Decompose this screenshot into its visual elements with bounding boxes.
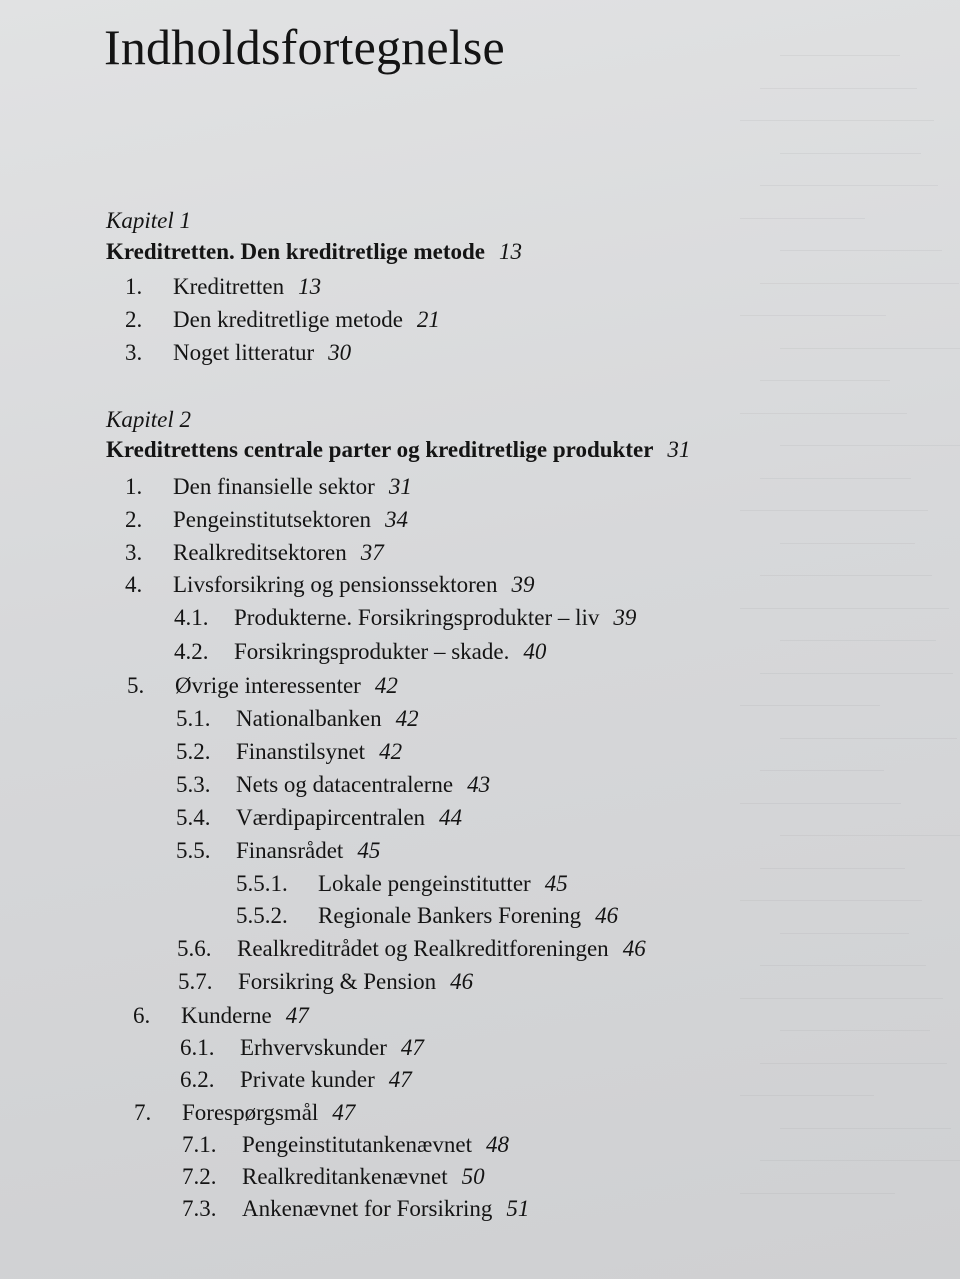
entry-text: Forsikring & Pension xyxy=(238,969,437,994)
entry-text: Kreditretten xyxy=(173,274,285,299)
entry-page: 51 xyxy=(506,1196,530,1221)
chapter-title xyxy=(106,239,522,265)
entry-page: 39 xyxy=(511,572,535,597)
entry-number: 7. xyxy=(134,1100,152,1125)
show-through-line xyxy=(780,713,957,739)
toc-entry xyxy=(125,340,351,370)
entry-number: 5. xyxy=(127,673,145,698)
entry-text: Livsforsikring og pensionssektoren xyxy=(173,572,498,597)
entry-text: Pengeinstitutankenævnet xyxy=(242,1132,472,1157)
toc-entry xyxy=(125,307,440,337)
entry-number: 5.6. xyxy=(177,936,212,961)
page-title: Indholdsfortegnelse xyxy=(104,19,505,75)
entry-number: 5.5.2. xyxy=(236,903,288,928)
entry-number: 4.2. xyxy=(174,639,209,664)
entry-number: 4. xyxy=(125,572,143,597)
show-through-line xyxy=(740,388,907,414)
entry-page: 42 xyxy=(379,739,403,764)
entry-page: 37 xyxy=(360,540,384,565)
entry-number: 7.2. xyxy=(182,1164,217,1189)
entry-page: 39 xyxy=(613,605,637,630)
toc-entry xyxy=(134,1100,355,1130)
entry-page: 34 xyxy=(385,507,409,532)
entry-number: 6.1. xyxy=(180,1035,215,1060)
entry-number: 6. xyxy=(133,1003,151,1028)
show-through-line xyxy=(760,1135,960,1161)
entry-text: Forespørgsmål xyxy=(182,1100,319,1125)
entry-number: 1. xyxy=(125,274,143,299)
show-through-line xyxy=(780,615,936,641)
show-through-line xyxy=(760,940,926,966)
entry-number: 5.2. xyxy=(176,739,211,764)
chapter-title-text: Kreditrettens centrale parter og kreditretlige produkter xyxy=(106,437,654,462)
show-through-line xyxy=(740,95,934,121)
toc-entry xyxy=(125,507,408,537)
entry-number: 5.5.1. xyxy=(236,871,288,896)
entry-page: 31 xyxy=(388,474,412,499)
entry-page: 46 xyxy=(595,903,619,928)
entry-text: Finanstilsynet xyxy=(236,739,366,764)
entry-text: Erhvervskunder xyxy=(240,1035,387,1060)
show-through-line xyxy=(740,193,865,219)
toc-entry xyxy=(176,772,490,802)
show-through-line xyxy=(780,908,909,934)
entry-text: Værdipapircentralen xyxy=(236,805,426,830)
show-through-line xyxy=(780,323,960,349)
entry-number: 2. xyxy=(125,507,143,532)
show-through-line xyxy=(780,810,960,836)
entry-page: 47 xyxy=(285,1003,309,1028)
entry-text: Nationalbanken xyxy=(236,706,382,731)
show-through-line xyxy=(760,63,917,89)
entry-page: 47 xyxy=(332,1100,356,1125)
entry-page: 13 xyxy=(298,274,322,299)
entry-page: 21 xyxy=(416,307,440,332)
toc-entry xyxy=(176,739,402,769)
toc-entry xyxy=(133,1003,309,1033)
entry-text: Forsikringsprodukter – skade. xyxy=(234,639,510,664)
entry-number: 1. xyxy=(125,474,143,499)
toc-entry xyxy=(236,903,618,933)
show-through-line xyxy=(780,128,921,154)
show-through-line xyxy=(740,973,943,999)
entry-text: Realkreditrådet og Realkreditforeningen xyxy=(237,936,609,961)
show-through-line xyxy=(760,355,890,381)
toc-entry xyxy=(125,274,321,304)
show-through-line xyxy=(740,583,949,609)
entry-text: Nets og datacentralerne xyxy=(236,772,454,797)
entry-number: 5.1. xyxy=(176,706,211,731)
show-through-line xyxy=(740,875,922,901)
entry-text: Realkreditankenævnet xyxy=(242,1164,448,1189)
entry-text: Finansrådet xyxy=(236,838,344,863)
show-through-line xyxy=(760,160,938,186)
entry-number: 3. xyxy=(125,340,143,365)
show-through-line xyxy=(740,290,886,316)
entry-page: 40 xyxy=(523,639,547,664)
entry-page: 30 xyxy=(328,340,352,365)
show-through-line xyxy=(780,30,900,56)
show-through-line xyxy=(780,518,915,544)
entry-text: Kunderne xyxy=(181,1003,272,1028)
entry-text: Regionale Bankers Forening xyxy=(318,903,582,928)
show-through-line xyxy=(760,1038,947,1064)
entry-text: Private kunder xyxy=(240,1067,375,1092)
entry-page: 46 xyxy=(450,969,474,994)
entry-page: 44 xyxy=(439,805,463,830)
show-through-line xyxy=(760,843,905,869)
entry-page: 42 xyxy=(395,706,419,731)
toc-entry xyxy=(178,969,473,999)
chapter-title-text: Kreditretten. Den kreditretlige metode xyxy=(106,239,485,264)
entry-number: 5.4. xyxy=(176,805,211,830)
entry-page: 48 xyxy=(485,1132,509,1157)
entry-number: 5.5. xyxy=(176,838,211,863)
toc-entry xyxy=(176,838,380,868)
entry-page: 43 xyxy=(467,772,491,797)
entry-number: 4.1. xyxy=(174,605,209,630)
entry-text: Noget litteratur xyxy=(173,340,315,365)
entry-number: 7.1. xyxy=(182,1132,217,1157)
entry-number: 5.3. xyxy=(176,772,211,797)
chapter-page: 31 xyxy=(667,437,691,462)
entry-number: 2. xyxy=(125,307,143,332)
chapter-page: 13 xyxy=(498,239,522,264)
show-through-line xyxy=(740,680,880,706)
chapter-title xyxy=(106,437,690,463)
show-through-line xyxy=(760,745,884,771)
entry-number: 6.2. xyxy=(180,1067,215,1092)
show-through-line xyxy=(740,1070,874,1096)
toc-entry xyxy=(174,639,546,669)
entry-text: Realkreditsektoren xyxy=(173,540,347,565)
toc-entry xyxy=(180,1035,424,1065)
toc-entry xyxy=(182,1164,485,1194)
entry-text: Pengeinstitutsektoren xyxy=(173,507,372,532)
entry-text: Øvrige interessenter xyxy=(175,673,361,698)
toc-entry xyxy=(125,474,412,504)
toc-entry xyxy=(236,871,568,901)
show-through-line xyxy=(780,1005,930,1031)
entry-page: 45 xyxy=(544,871,568,896)
show-through-line xyxy=(740,1168,895,1194)
toc-entry xyxy=(127,673,398,703)
entry-page: 47 xyxy=(388,1067,412,1092)
entry-number: 3. xyxy=(125,540,143,565)
toc-entry xyxy=(182,1132,509,1162)
show-through-line xyxy=(760,453,911,479)
entry-text: Ankenævnet for Forsikring xyxy=(242,1196,493,1221)
entry-page: 50 xyxy=(461,1164,485,1189)
toc-entry xyxy=(176,805,462,835)
chapter-label: Kapitel 2 xyxy=(106,407,191,432)
show-through-line xyxy=(760,258,959,284)
show-through-line xyxy=(780,420,960,446)
toc-entry xyxy=(176,706,419,736)
toc-entry xyxy=(125,540,384,570)
toc-entry xyxy=(180,1067,412,1097)
entry-page: 42 xyxy=(374,673,398,698)
entry-page: 46 xyxy=(622,936,646,961)
chapter-label: Kapitel 1 xyxy=(106,208,191,233)
entry-text: Produkterne. Forsikringsprodukter – liv xyxy=(234,605,600,630)
entry-text: Den kreditretlige metode xyxy=(173,307,403,332)
show-through-line xyxy=(740,485,928,511)
entry-page: 45 xyxy=(357,838,381,863)
entry-text: Den finansielle sektor xyxy=(173,474,375,499)
entry-number: 5.7. xyxy=(178,969,213,994)
entry-text: Lokale pengeinstitutter xyxy=(318,871,531,896)
toc-entry xyxy=(177,936,646,966)
show-through-line xyxy=(760,648,953,674)
toc-entry xyxy=(125,572,535,602)
toc-entry xyxy=(182,1196,529,1226)
entry-page: 47 xyxy=(400,1035,424,1060)
show-through-line xyxy=(740,778,901,804)
toc-entry xyxy=(174,605,636,635)
show-through-line xyxy=(760,550,932,576)
show-through-line xyxy=(780,225,942,251)
entry-number: 7.3. xyxy=(182,1196,217,1221)
show-through-line xyxy=(780,1103,951,1129)
